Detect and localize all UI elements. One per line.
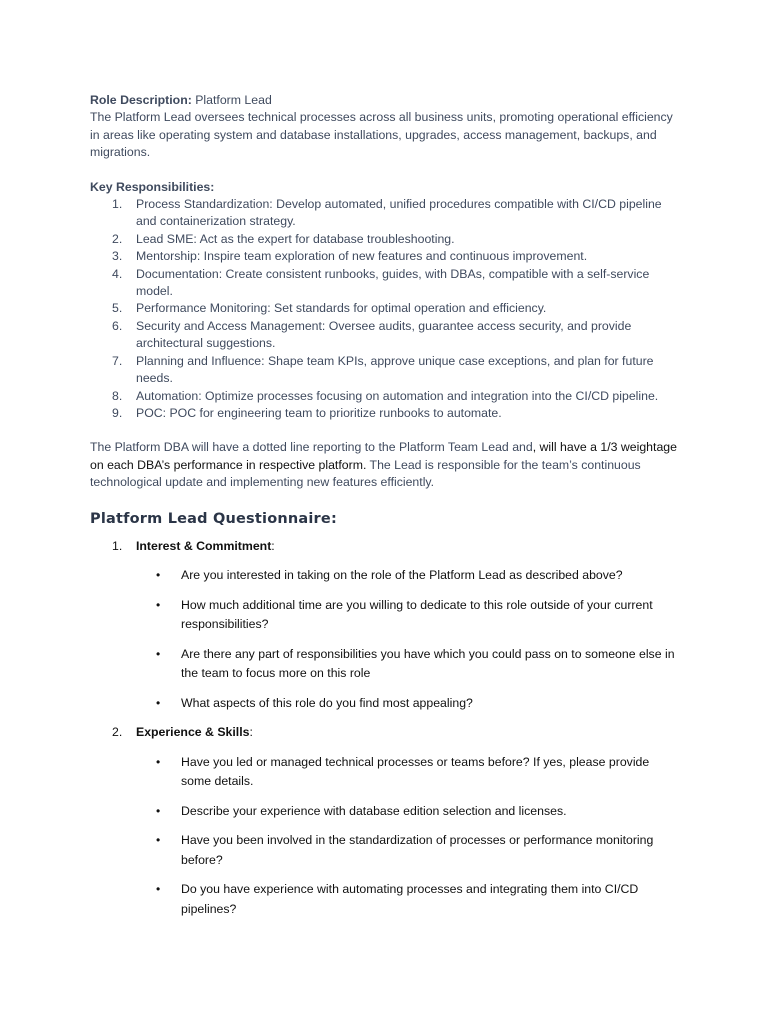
section-heading [90, 537, 682, 557]
list-item [90, 300, 682, 317]
question-item [90, 645, 682, 684]
question-text: How much additional time are you willing to dedicate to this role outside of your current responsibilities? [181, 597, 653, 632]
list-item [90, 388, 682, 405]
list-number: 6. [112, 318, 123, 333]
question-text: Do you have experience with automating processes and integrating them into CI/CD pipelines? [181, 882, 639, 916]
bullet-icon: • [156, 568, 161, 583]
list-item [90, 266, 682, 301]
section-number: 1. [112, 538, 123, 553]
list-item [90, 318, 682, 353]
section-number: 2. [112, 725, 123, 740]
question-item [90, 566, 682, 586]
question-item [90, 694, 682, 714]
list-item [90, 231, 682, 248]
list-item [90, 405, 682, 422]
questionnaire-section-interest [90, 537, 682, 714]
question-item [90, 753, 682, 792]
list-text: Lead SME: Act as the expert for database troubleshooting. [136, 231, 455, 246]
question-list [90, 566, 682, 713]
role-label: Role Description: [90, 93, 192, 107]
question-text: Have you led or managed technical processes or teams before? If yes, please provide some details. [181, 754, 650, 789]
role-line [90, 92, 682, 109]
responsibilities-list [90, 196, 682, 422]
list-number: 4. [112, 266, 123, 281]
section-colon: : [271, 538, 275, 553]
bullet-icon: • [156, 803, 161, 818]
list-text: POC: POC for engineering team to prioritize runbooks to automate. [136, 405, 502, 420]
question-text: Have you been involved in the standardization of processes or performance monitoring before? [181, 833, 654, 867]
list-text: Documentation: Create consistent runbooks, guides, with DBAs, compatible with a self-service model. [136, 266, 650, 299]
section-title: Interest & Commitment [136, 538, 272, 553]
question-item [90, 880, 682, 919]
section-colon: : [249, 725, 253, 740]
list-number: 2. [112, 231, 123, 246]
list-text: Planning and Influence: Shape team KPIs, approve unique case exceptions, and plan for future needs. [136, 353, 654, 386]
list-text: Mentorship: Inspire team exploration of new features and continuous improvement. [136, 249, 588, 264]
section-title: Experience & Skills [136, 725, 250, 740]
reporting-paragraph [90, 439, 682, 491]
bullet-icon: • [156, 695, 161, 710]
responsibilities-heading: Key Responsibilities: [90, 179, 215, 194]
question-text: Are there any part of responsibilities you have which you could pass on to someone else in the team to focus more on this role [181, 646, 675, 681]
bullet-icon: • [156, 754, 161, 769]
list-number: 5. [112, 301, 123, 316]
questionnaire-section-experience [90, 723, 682, 919]
list-number: 8. [112, 388, 123, 403]
list-number: 1. [112, 197, 123, 212]
list-text: Process Standardization: Develop automated, unified procedures compatible with CI/CD pipeline and containerization strategy. [136, 197, 662, 229]
questionnaire-title: Platform Lead Questionnaire: [90, 510, 337, 527]
question-text: Are you interested in taking on the role of the Platform Lead as described above? [181, 568, 623, 583]
list-number: 7. [112, 353, 123, 368]
list-number: 9. [112, 405, 123, 420]
question-text: Describe your experience with database edition selection and licenses. [181, 803, 567, 818]
reporting-text-1: The Platform DBA will have a dotted line reporting to the Platform Team Lead and [90, 440, 533, 455]
list-item [90, 353, 682, 388]
role-description: The Platform Lead oversees technical processes across all business units, promoting operational efficiency in areas like operating system and database installations, upgrades, access management, backups, and migrations. [90, 110, 673, 160]
bullet-icon: • [156, 833, 161, 848]
question-list [90, 753, 682, 920]
document-body [90, 92, 682, 919]
list-text: Automation: Optimize processes focusing on automation and integration into the CI/CD pipeline. [136, 388, 659, 403]
section-heading [90, 723, 682, 743]
question-item [90, 596, 682, 635]
question-item [90, 831, 682, 870]
bullet-icon: • [156, 597, 161, 612]
list-number: 3. [112, 249, 123, 264]
list-text: Performance Monitoring: Set standards for optimal operation and efficiency. [136, 301, 547, 316]
bullet-icon: • [156, 882, 161, 897]
bullet-icon: • [156, 646, 161, 661]
role-title: Platform Lead [195, 93, 272, 107]
reporting-text-3: The Lead is responsible for the team’s continuous technological update and implementing new features efficiently. [90, 457, 641, 490]
question-item [90, 802, 682, 822]
reporting-text-2: , will have a 1/3 weightage on each DBA’s performance in respective platform. [90, 440, 677, 472]
list-text: Security and Access Management: Oversee audits, guarantee access security, and provide architectural suggestions. [136, 318, 632, 351]
list-item [90, 248, 682, 265]
question-text: What aspects of this role do you find most appealing? [181, 695, 473, 710]
list-item [90, 196, 682, 231]
